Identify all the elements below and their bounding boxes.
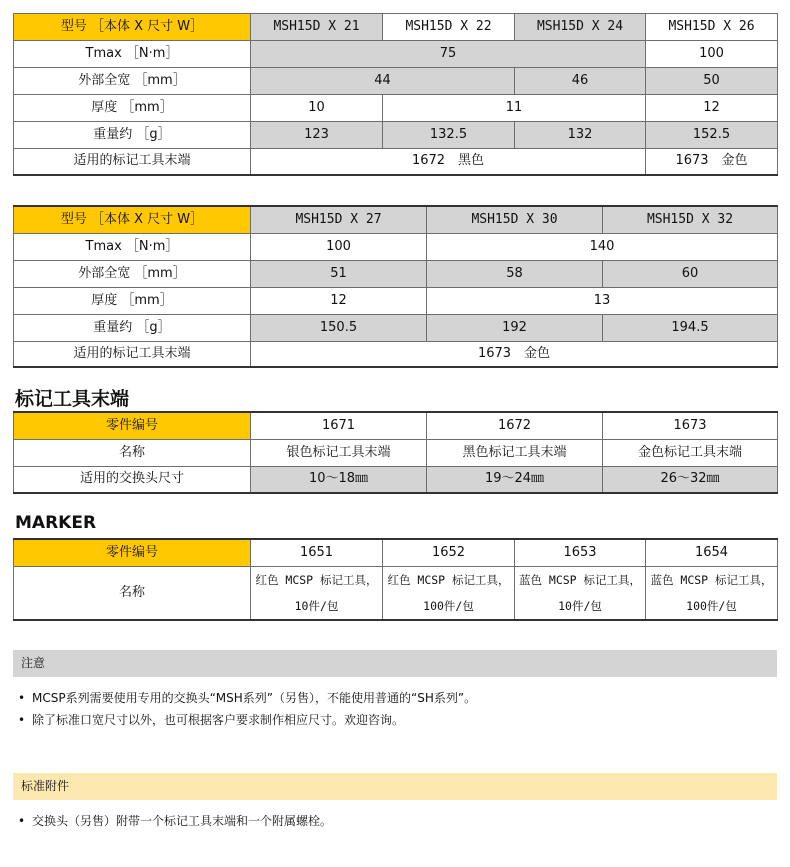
cell-tmax-100: 100 [646, 41, 778, 68]
note-item: • MCSP系列需要使用专用的交换头“MSH系列”（另售），不能使用普通的“SH系列”。 [18, 687, 476, 709]
row-label-tmax: Tmax ［N·m］ [14, 233, 251, 260]
header-model-27: MSH15D X 27 [251, 206, 427, 233]
header-part-1671: 1671 [251, 412, 427, 439]
cell-width-46: 46 [515, 68, 646, 95]
accessories-list [18, 810, 332, 832]
header-model-label: 型号 ［本体 X 尺寸 W］ [14, 14, 251, 41]
cell-weight-3: 132 [515, 122, 646, 149]
header-model-30: MSH15D X 30 [427, 206, 603, 233]
cell-weight-2: 132.5 [383, 122, 515, 149]
spec-table-2 [13, 205, 778, 368]
marker-tip-table [13, 411, 778, 494]
note-item: • 除了标准口宽尺寸以外，也可根据客户要求制作相应尺寸。欢迎咨询。 [18, 709, 476, 731]
cell-name-1651: 红色 MCSP 标记工具，10件/包 [251, 566, 383, 620]
cell-width-50: 50 [646, 68, 778, 95]
marker-table [13, 538, 778, 621]
row-label-weight: 重量约 ［g］ [14, 314, 251, 341]
row-label-weight: 重量约 ［g］ [14, 122, 251, 149]
cell-weight-4: 152.5 [646, 122, 778, 149]
header-part-1652: 1652 [383, 539, 515, 566]
header-part-1653: 1653 [515, 539, 646, 566]
cell-size-1672: 19～24㎜ [427, 466, 603, 493]
section-title-marker-tip: 标记工具末端 [15, 388, 130, 410]
header-part-1651: 1651 [251, 539, 383, 566]
cell-tip-1673: 1673 金色 [646, 149, 778, 175]
cell-size-1671: 10～18㎜ [251, 466, 427, 493]
cell-thickness-12: 12 [251, 287, 427, 314]
row-label-name: 名称 [14, 439, 251, 466]
header-model-21: MSH15D X 21 [251, 14, 383, 41]
cell-weight-1: 123 [251, 122, 383, 149]
cell-name-1654: 蓝色 MCSP 标记工具，100件/包 [646, 566, 778, 620]
row-label-marker-tip: 适用的标记工具末端 [14, 149, 251, 175]
header-model-22: MSH15D X 22 [383, 14, 515, 41]
row-label-width: 外部全宽 ［mm］ [14, 260, 251, 287]
cell-weight-2: 192 [427, 314, 603, 341]
cell-weight-1: 150.5 [251, 314, 427, 341]
row-label-marker-tip: 适用的标记工具末端 [14, 341, 251, 367]
row-label-head-size: 适用的交换头尺寸 [14, 466, 251, 493]
cell-name-1652: 红色 MCSP 标记工具，100件/包 [383, 566, 515, 620]
cell-name-1653: 蓝色 MCSP 标记工具，10件/包 [515, 566, 646, 620]
cell-tmax-140: 140 [427, 233, 778, 260]
cell-width-51: 51 [251, 260, 427, 287]
cell-thickness-11: 11 [383, 95, 646, 122]
cell-tmax-100: 100 [251, 233, 427, 260]
row-label-name: 名称 [14, 566, 251, 620]
cell-size-1673: 26～32㎜ [603, 466, 778, 493]
cell-tmax-75: 75 [251, 41, 646, 68]
row-label-thickness: 厚度 ［mm］ [14, 95, 251, 122]
header-part-1654: 1654 [646, 539, 778, 566]
header-part-number: 零件编号 [14, 539, 251, 566]
header-part-1673: 1673 [603, 412, 778, 439]
header-part-1672: 1672 [427, 412, 603, 439]
cell-thickness-10: 10 [251, 95, 383, 122]
header-model-32: MSH15D X 32 [603, 206, 778, 233]
row-label-thickness: 厚度 ［mm］ [14, 287, 251, 314]
row-label-tmax: Tmax ［N·m］ [14, 41, 251, 68]
header-model-label: 型号 ［本体 X 尺寸 W］ [14, 206, 251, 233]
cell-tip-1672: 1672 黑色 [251, 149, 646, 175]
cell-weight-3: 194.5 [603, 314, 778, 341]
section-title-marker: MARKER [15, 513, 97, 533]
cell-width-44: 44 [251, 68, 515, 95]
cell-name-1673: 金色标记工具末端 [603, 439, 778, 466]
cell-thickness-13: 13 [427, 287, 778, 314]
accessories-bar: 标准附件 [13, 773, 777, 800]
header-model-26: MSH15D X 26 [646, 14, 778, 41]
cell-width-60: 60 [603, 260, 778, 287]
cell-width-58: 58 [427, 260, 603, 287]
row-label-width: 外部全宽 ［mm］ [14, 68, 251, 95]
spec-table-1 [13, 13, 778, 176]
cell-name-1671: 银色标记工具末端 [251, 439, 427, 466]
cell-thickness-12: 12 [646, 95, 778, 122]
header-part-number: 零件编号 [14, 412, 251, 439]
cell-name-1672: 黑色标记工具末端 [427, 439, 603, 466]
notes-bar: 注意 [13, 650, 777, 677]
header-model-24: MSH15D X 24 [515, 14, 646, 41]
notes-list [18, 687, 476, 731]
cell-tip-1673: 1673 金色 [251, 341, 778, 367]
accessory-item: • 交换头（另售）附带一个标记工具末端和一个附属螺栓。 [18, 810, 332, 832]
